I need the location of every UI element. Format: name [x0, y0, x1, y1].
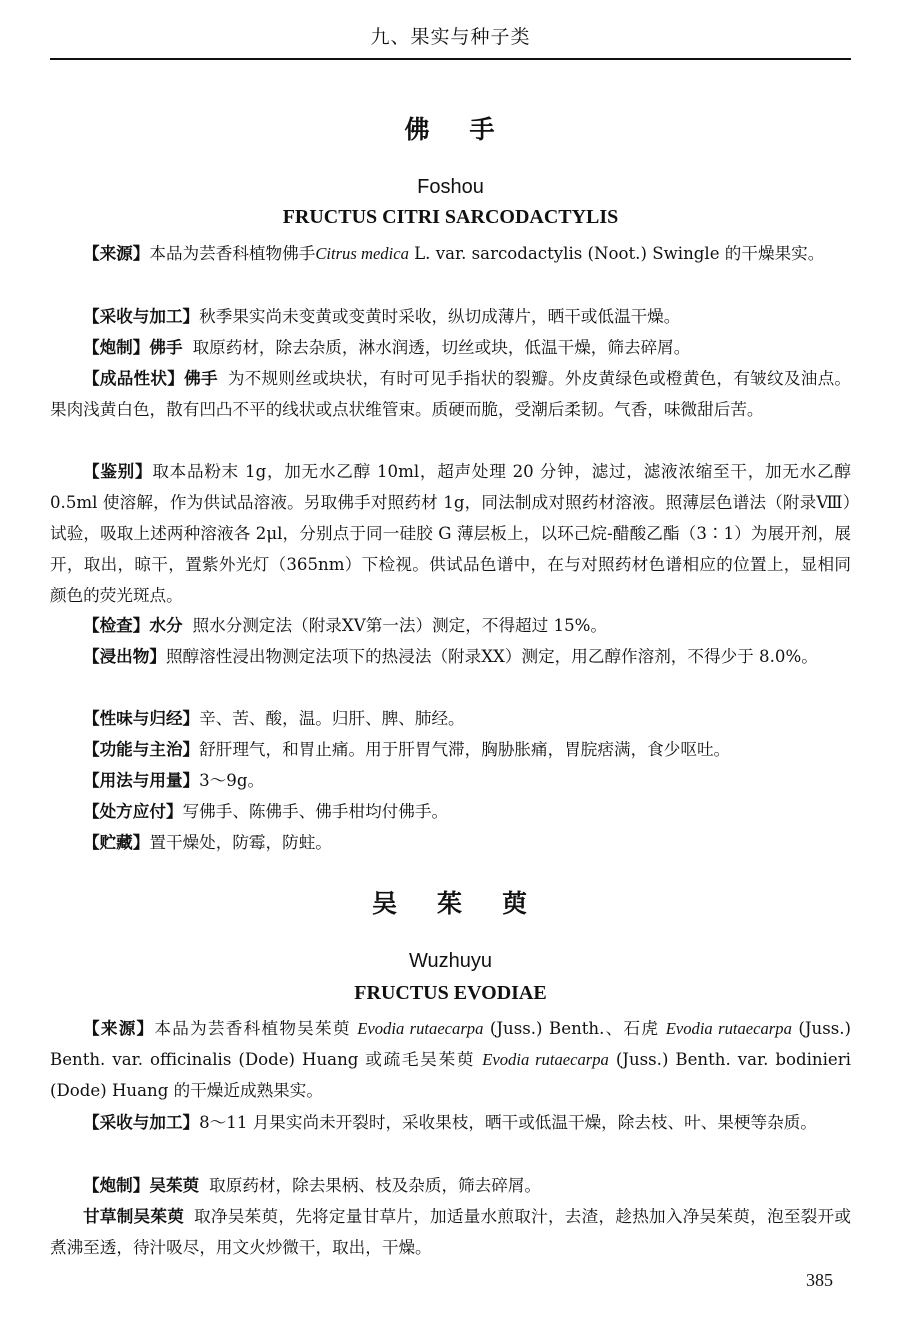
section-inspection: 【检查】水分 照水分测定法（附录ⅩⅤ第一法）测定，不得超过 15%。: [83, 616, 607, 635]
section-identification: 【鉴别】取本品粉末 1g，加无水乙醇 10ml，超声处理 20 分钟，滤过，滤液浓缩至干，加无水乙醇 0.5ml 使溶解，作为供试品溶液。另取佛手对照药材 1g，同法制成对照药材溶液。照薄层色谱法（附录Ⅷ）试验，吸取上述两种溶液各 2μl，分别点于同一硅胶 G 薄层板上，以环己烷-醋酸乙酯（3∶1）为展开剂，展开，取出，晾干，置紫外光灯（365nm）下检视。供试品色谱中，在与对照药材色谱相应的位置上，显相同颜色的荧光斑点。: [50, 462, 851, 605]
title-char: 手: [469, 115, 497, 144]
header-rule: [50, 58, 851, 60]
section-processing-2: 【炮制】吴茱萸 取原药材，除去果柄、枝及杂质，筛去碎屑。: [83, 1176, 542, 1195]
running-head: 九、果实与种子类: [370, 26, 531, 48]
entry-pinyin-foshou: Foshou: [417, 176, 484, 198]
title-char: 萸: [502, 889, 530, 918]
section-nature-meridian: 【性味与归经】辛、苦、酸，温。归肝、脾、肺经。: [83, 709, 465, 728]
entry-title-wuzhuyu: [0, 884, 901, 920]
entry-latin-wuzhuyu: FRUCTUS EVODIAE: [354, 982, 547, 1004]
title-char: 佛: [404, 115, 432, 144]
section-licorice-processing: 甘草制吴茱萸 取净吴茱萸，先将定量甘草片，加适量水煎取汁，去渣，趁热加入净吴茱萸，泡至裂开或煮沸至透，待汁吸尽，用文火炒微干，取出，干燥。: [50, 1207, 852, 1257]
entry-title-foshou: [0, 110, 901, 146]
section-characters: 【成品性状】佛手 为不规则丝或块状，有时可见手指状的裂瓣。外皮黄绿色或橙黄色，有皱纹及油点。果肉浅黄白色，散有凹凸不平的线状或点状维管束。质硬而脆，受潮后柔韧。气香，味微甜后苦。: [50, 369, 852, 419]
section-storage: 【贮藏】置干燥处，防霉，防蛀。: [83, 833, 332, 852]
page-number: 385: [806, 1270, 833, 1290]
title-char: 吴: [371, 889, 399, 918]
section-harvest: 【采收与加工】秋季果实尚未变黄或变黄时采收，纵切成薄片，晒干或低温干燥。: [83, 307, 681, 326]
section-harvest-2: 【采收与加工】8～11 月果实尚未开裂时，采收果枝，晒干或低温干燥，除去枝、叶、果梗等杂质。: [83, 1113, 817, 1132]
section-processing: 【炮制】佛手 取原药材，除去杂质，淋水润透，切丝或块，低温干燥，筛去碎屑。: [83, 338, 691, 357]
section-extract: 【浸出物】照醇溶性浸出物测定法项下的热浸法（附录ⅩⅩ）测定，用乙醇作溶剂，不得少于 8.0%。: [83, 647, 818, 666]
section-dosage: 【用法与用量】3～9g。: [83, 771, 265, 790]
title-char: 茱: [436, 889, 464, 918]
section-source: 【来源】本品为芸香科植物佛手Citrus medica L. var. sarcodactylis (Noot.) Swingle 的干燥果实。: [83, 244, 825, 263]
section-function: 【功能与主治】舒肝理气，和胃止痛。用于肝胃气滞，胸胁胀痛，胃脘痞满，食少呕吐。: [83, 740, 731, 759]
section-prescription: 【处方应付】写佛手、陈佛手、佛手柑均付佛手。: [83, 802, 449, 821]
entry-pinyin-wuzhuyu: Wuzhuyu: [408, 950, 492, 972]
entry-latin-foshou: FRUCTUS CITRI SARCODACTYLIS: [282, 206, 619, 228]
section-source-2: 【来源】本品为芸香科植物吴茱萸 Evodia rutaecarpa (Juss.) Benth.、石虎 Evodia rutaecarpa (Juss.) Benth. var. officinalis (Dode) Huang 或疏毛吴茱萸 Evodia rutaecarpa (Juss.) Benth. var. bodinieri (Dode) Huang 的干燥近成熟果实。: [50, 1019, 851, 1100]
